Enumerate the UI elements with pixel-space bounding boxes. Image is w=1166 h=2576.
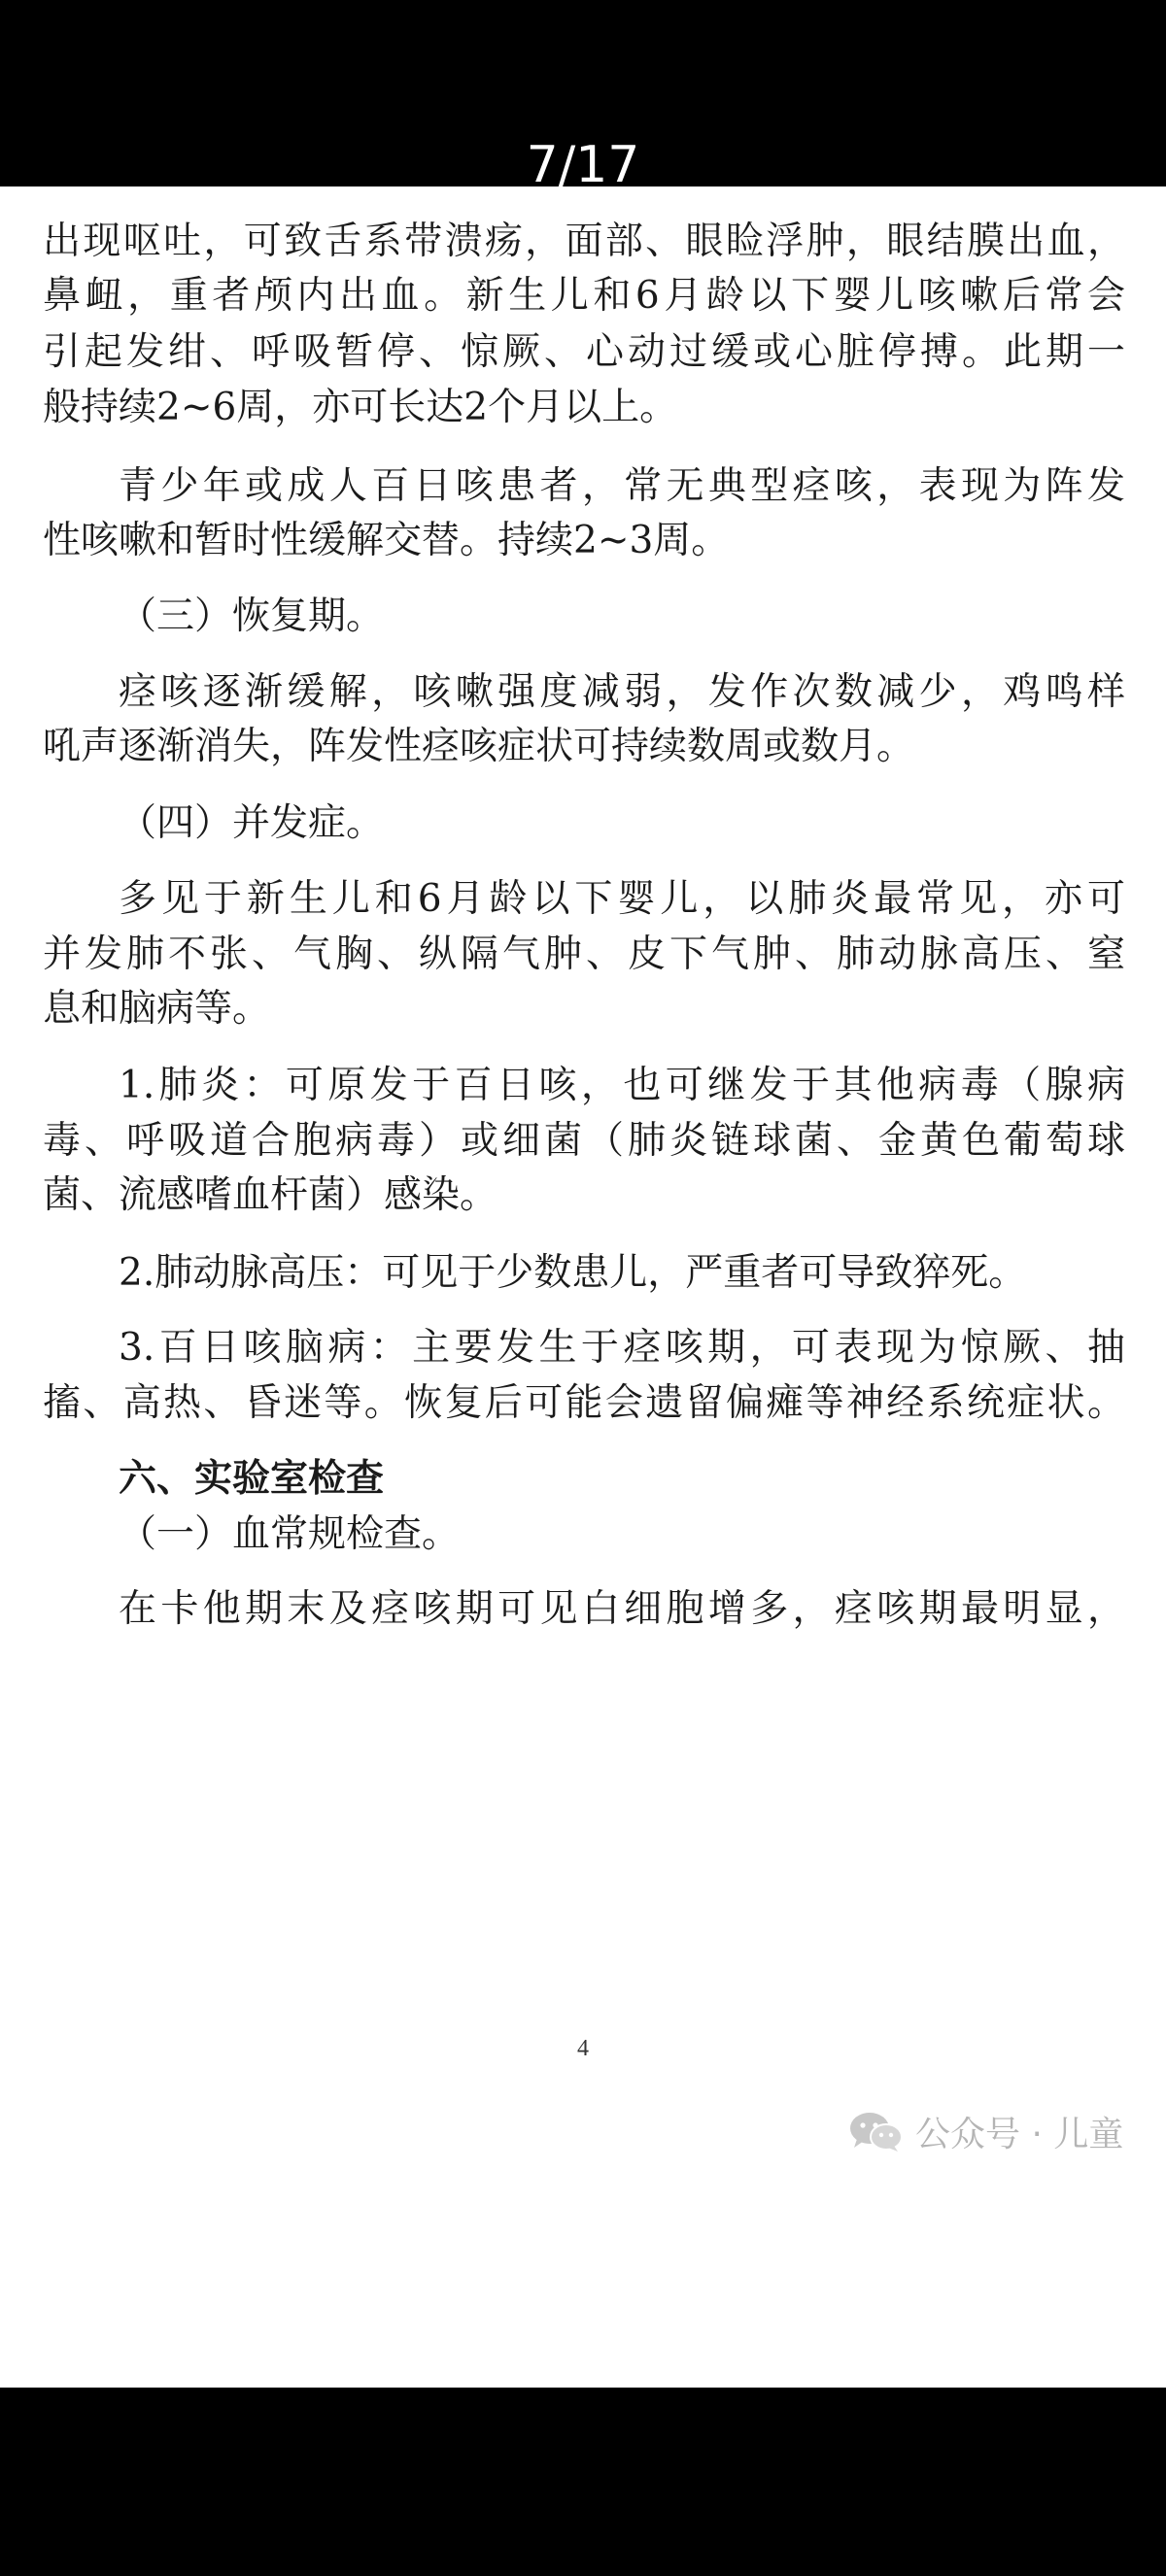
page-number: 4 xyxy=(577,2036,589,2061)
text-line: 1.肺炎：可原发于百日咳，也可继发于其他病毒（腺病 xyxy=(119,1064,1125,1107)
text-line: 多见于新生儿和6月龄以下婴儿，以肺炎最常见，亦可 xyxy=(119,877,1125,921)
text-line: 般持续2~6周，亦可长达2个月以上。 xyxy=(43,386,678,429)
text-line: 青少年或成人百日咳患者，常无典型痉咳，表现为阵发 xyxy=(119,464,1125,508)
section-heading: （一）血常规检查。 xyxy=(119,1512,461,1556)
viewer-bottom-bar xyxy=(0,2388,1166,2576)
text-line: 2.肺动脉高压：可见于少数患儿，严重者可导致猝死。 xyxy=(119,1251,1027,1295)
text-line: 引起发绀、呼吸暂停、惊厥、心动过缓或心脏停搏。此期一 xyxy=(43,330,1125,374)
text-line: 吼声逐渐消失，阵发性痉咳症状可持续数周或数月。 xyxy=(43,725,915,768)
text-line: 并发肺不张、气胸、纵隔气肿、皮下气肿、肺动脉高压、窒 xyxy=(43,932,1125,976)
section-heading: （四）并发症。 xyxy=(119,801,385,845)
text-line: 出现呕吐，可致舌系带溃疡，面部、眼睑浮肿，眼结膜出血， xyxy=(43,220,1125,263)
text-line: 性咳嗽和暂时性缓解交替。持续2~3周。 xyxy=(43,519,730,562)
watermark xyxy=(847,2106,1123,2156)
wechat-icon xyxy=(847,2110,904,2152)
section-title: 六、实验室检查 xyxy=(119,1457,385,1501)
text-line: 毒、呼吸道合胞病毒）或细菌（肺炎链球菌、金黄色葡萄球 xyxy=(43,1119,1125,1163)
text-line: 痉咳逐渐缓解，咳嗽强度减弱，发作次数减少，鸡鸣样 xyxy=(119,670,1125,714)
text-line: 鼻衄，重者颅内出血。新生儿和6月龄以下婴儿咳嗽后常会 xyxy=(43,274,1125,318)
text-line: 息和脑病等。 xyxy=(43,987,271,1031)
section-heading: （三）恢复期。 xyxy=(119,594,385,638)
watermark-text: 公众号 · 儿童 xyxy=(915,2114,1124,2154)
text-line: 3.百日咳脑病：主要发生于痉咳期，可表现为惊厥、抽 xyxy=(119,1326,1125,1370)
text-line: 搐、高热、昏迷等。恢复后可能会遗留偏瘫等神经系统症状。 xyxy=(43,1381,1125,1425)
text-line: 菌、流感嗜血杆菌）感染。 xyxy=(43,1173,498,1217)
text-line: 在卡他期末及痉咳期可见白细胞增多，痉咳期最明显， xyxy=(119,1587,1125,1631)
page-indicator: 7/17 xyxy=(526,136,640,186)
